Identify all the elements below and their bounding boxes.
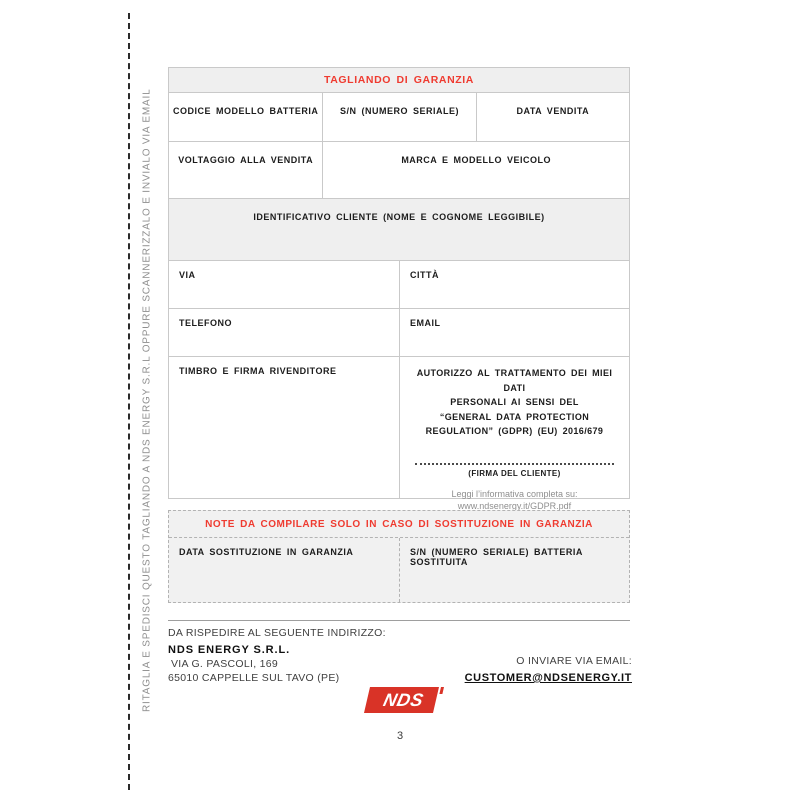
field-battery-model-code: CODICE MODELLO BATTERIA [173,106,319,116]
table-row [169,198,629,260]
nds-logo [364,687,439,713]
field-customer-id: IDENTIFICATIVO CLIENTE (NOME E COGNOME LEGGIBILE) [253,212,545,222]
field-dealer-stamp-signature: TIMBRO E FIRMA RIVENDITORE [179,366,337,376]
company-name: NDS ENERGY S.R.L. [168,644,291,656]
field-voltage-at-sale: VOLTAGGIO ALLA VENDITA [178,155,314,165]
gdpr-consent-text: PERSONALI AI SENSI DEL [450,397,579,407]
privacy-info [451,488,577,512]
warranty-table [168,67,630,511]
page-number: 3 [396,730,404,742]
form-title: TAGLIANDO DI GARANZIA [324,74,474,86]
mailing-address-block [168,627,386,684]
note-section-fields [169,538,629,602]
customer-email-link[interactable]: CUSTOMER@NDSENERGY.IT [464,672,632,684]
table-row [169,356,629,511]
field-replacement-date: DATA SOSTITUZIONE IN GARANZIA [179,547,354,557]
privacy-info-text: Leggi l’informativa completa su: [451,488,578,499]
warranty-replacement-note-box [168,510,630,603]
address-street: VIA G. PASCOLI, 169 [171,658,279,670]
email-contact-block [465,655,632,686]
field-city: CITTÀ [399,261,629,308]
nds-logo-text: NDS [381,689,426,710]
vertical-cut-instruction: RITAGLIA E SPEDISCI QUESTO TAGLIANDO A NDS ENERGY S.R.L OPPURE SCANNERIZZALO E INVIALO VIA EMAIL [141,88,153,712]
return-address-label: DA RISPEDIRE AL SEGUENTE INDIRIZZO: [168,627,386,639]
field-serial-number: S/N (NUMERO SERIALE) [322,93,475,141]
gdpr-consent-cell [399,357,629,511]
field-email: EMAIL [399,309,629,356]
privacy-policy-link[interactable]: www.ndsenergy.it/GDPR.pdf [457,500,572,511]
table-row [169,141,629,198]
footer-divider [168,620,630,621]
table-row [169,308,629,356]
field-street: VIA [179,270,196,280]
nds-logo-apostrophe-mark [439,687,444,694]
field-phone: TELEFONO [179,318,232,328]
note-section-title: NOTE DA COMPILARE SOLO IN CASO DI SOSTITUZIONE IN GARANZIA [169,511,629,538]
field-sale-date: DATA VENDITA [476,93,629,141]
warranty-table-header [169,68,629,92]
address-city: 65010 CAPPELLE SUL TAVO (PE) [168,672,340,684]
field-replaced-battery-serial: S/N (NUMERO SERIALE) BATTERIA SOSTITUITA [399,538,629,602]
customer-signature-line [415,463,613,465]
table-row [169,92,629,141]
send-by-email-label: O INVIARE VIA EMAIL: [516,655,632,667]
signature-caption: (FIRMA DEL CLIENTE) [468,468,561,478]
gdpr-consent-text: REGULATION” (GDPR) (EU) 2016/679 [425,426,604,436]
gdpr-consent-text: AUTORIZZO AL TRATTAMENTO DEI MIEI DATI [416,368,613,393]
gdpr-consent-text: “GENERAL DATA PROTECTION [439,411,590,422]
table-row [169,260,629,308]
cut-dashed-line [128,13,130,790]
field-vehicle-make-model: MARCA E MODELLO VEICOLO [322,142,629,198]
